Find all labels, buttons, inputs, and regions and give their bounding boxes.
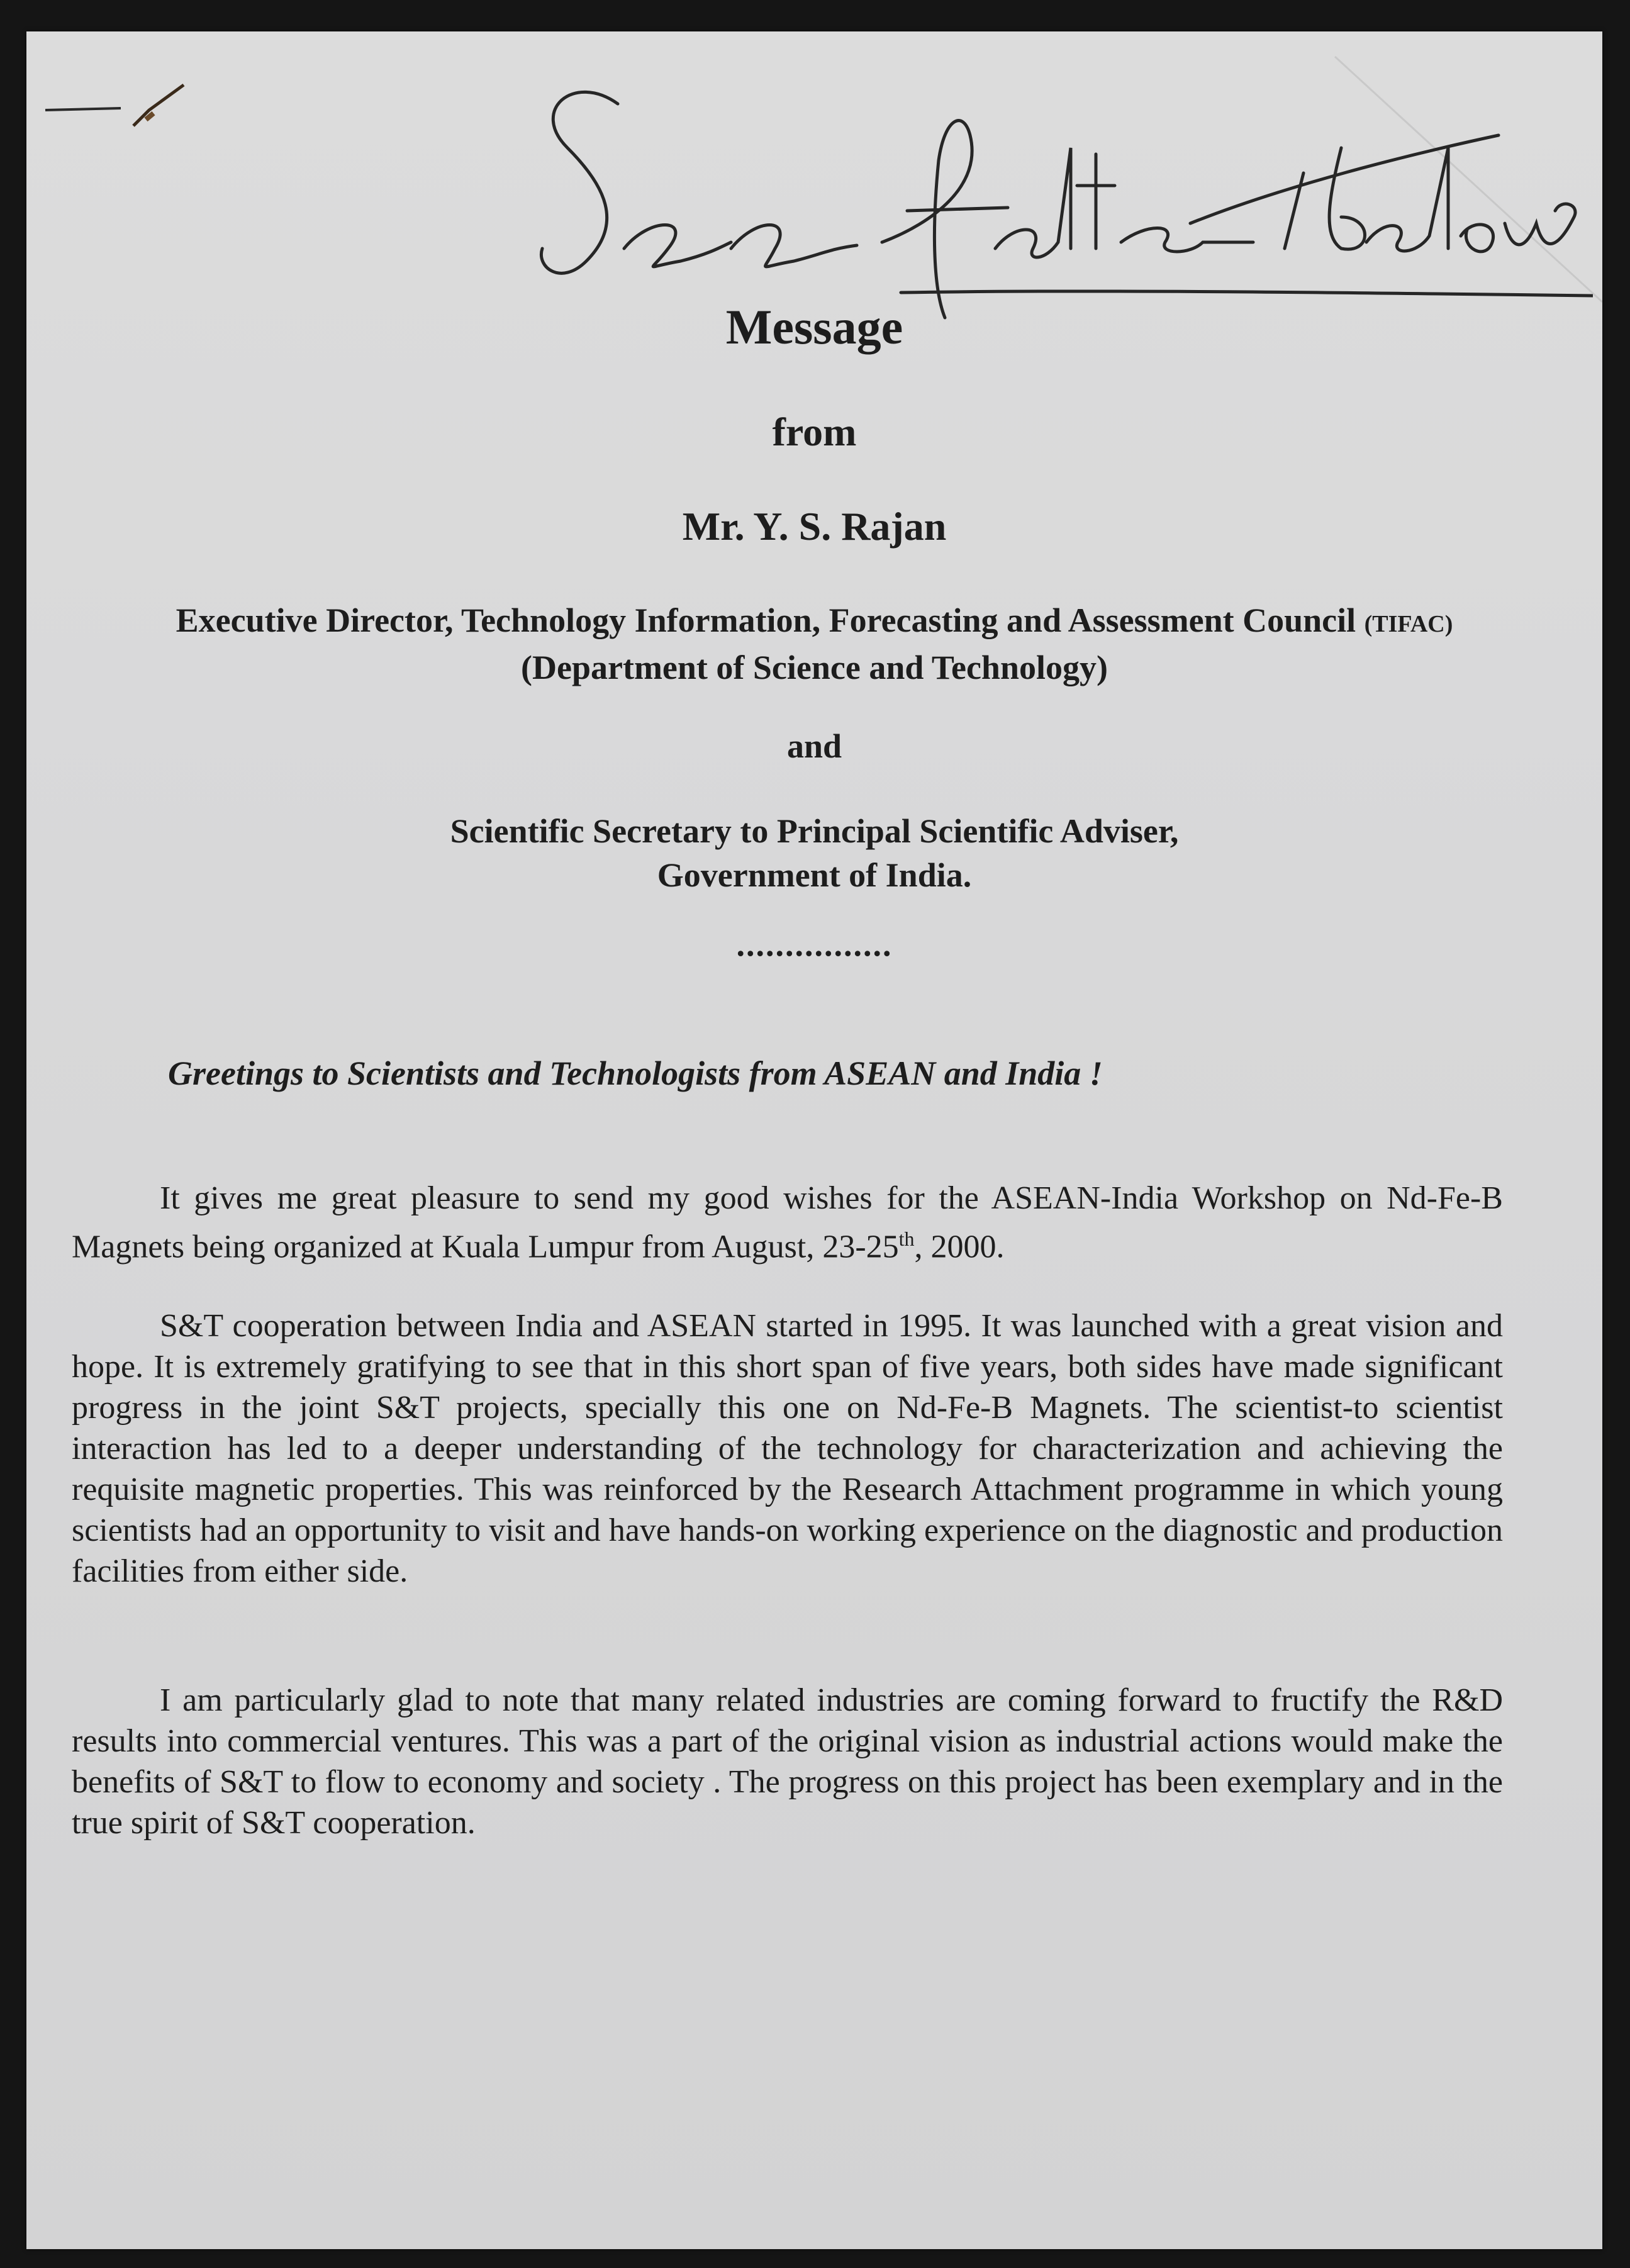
body-paragraph-3 (72, 1680, 1503, 1843)
sender-department: (Department of Science and Technology) (521, 649, 1108, 686)
paper-sheet (26, 31, 1602, 2249)
sender-position-text: Executive Director, Technology Information, Forecasting and Assessment Council (176, 601, 1356, 639)
body-paragraph-1 (72, 1178, 1503, 1267)
sender-position (26, 601, 1602, 640)
paragraph-3-text: I am particularly glad to note that many related industries are coming forward to fructify the R&D results into commercial ventures. This was a part of the original vision as industrial actions would make the benefits of S&T to flow to economy and society . The progress on this project has been exemplary and in the true spirit of S&T cooperation. (72, 1682, 1503, 1841)
paragraph-2-text: S&T cooperation between India and ASEAN started in 1995. It was launched with a great vision and hope. It is extremely gratifying to see that in this short span of five years, both sides have made significant progress in the joint S&T projects, specially this one on Nd-Fe-B Magnets. The scientist-to scientist interaction has led to a deeper understanding of the technology for characterization and achieving the requisite magnetic properties. This was reinforced by the Research Attachment programme in which young scientists had an opportunity to visit and have hands-on working experience on the diagnostic and production facilities from either side. (72, 1308, 1503, 1589)
handwritten-note-signature (530, 60, 1593, 330)
from-label: from (772, 410, 857, 454)
sender-position-abbr: (TIFAC) (1364, 611, 1453, 637)
message-heading: Message (725, 299, 903, 354)
greeting-line: Greetings to Scientists and Technologists from ASEAN and India ! (168, 1054, 1103, 1092)
paper-fold-crease (26, 31, 1602, 2249)
pen-tick-mark (39, 50, 203, 151)
paragraph-1-superscript: th (898, 1227, 915, 1250)
secretary-title-line1: Scientific Secretary to Principal Scientific Adviser, (450, 812, 1179, 850)
secretary-title-line2: Government of India. (657, 856, 972, 894)
paragraph-1-end: , 2000. (914, 1229, 1005, 1265)
dotted-separator: ................ (736, 925, 893, 963)
body-paragraph-2 (72, 1305, 1503, 1592)
paragraph-1-text: It gives me great pleasure to send my good wishes for the ASEAN-India Workshop on Nd-Fe-B Magnets being organized at Kuala Lumpur from August, 23-25 (72, 1180, 1503, 1265)
sender-name: Mr. Y. S. Rajan (682, 504, 947, 549)
and-label: and (786, 727, 842, 765)
